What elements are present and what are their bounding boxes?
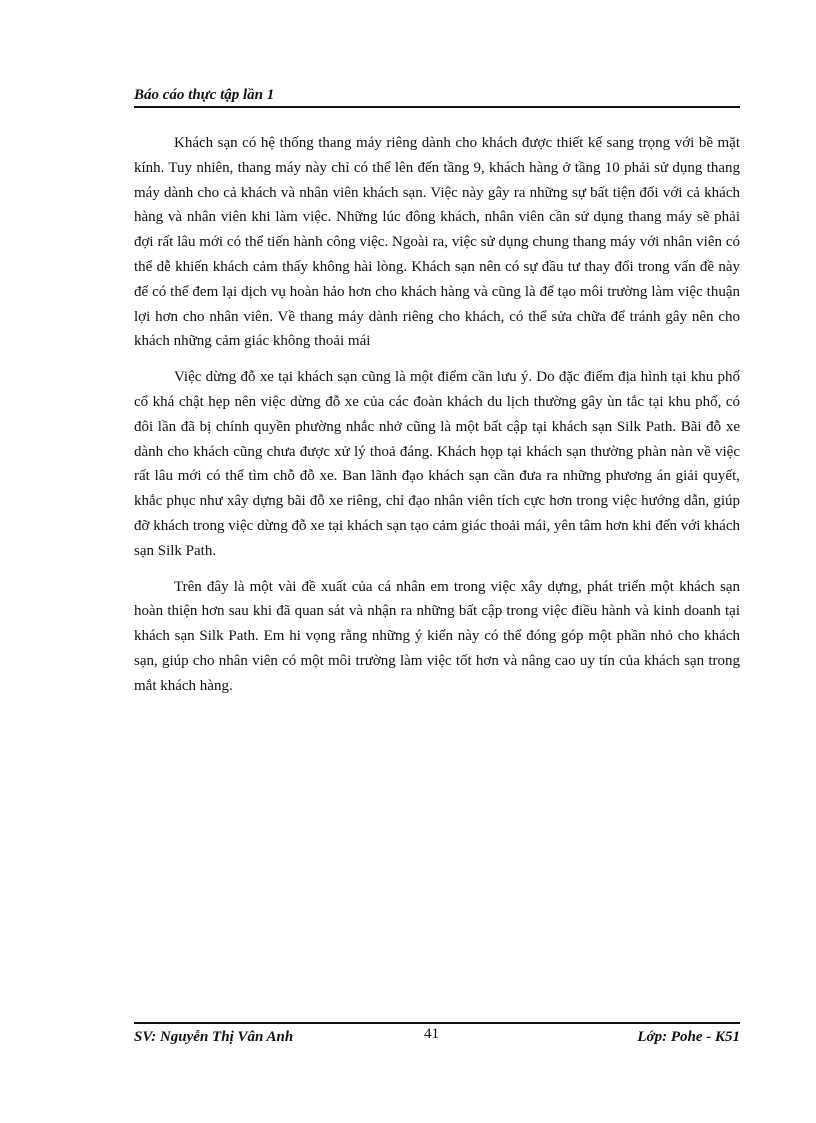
paragraph-elevator: Khách sạn có hệ thống thang máy riêng dành cho khách được thiết kế sang trọng với bề mặt kính. Tuy nhiên, thang máy này chỉ có thể lên đến tầng 9, khách hàng ở tầng 10 phải sử dụng thang máy dành cho cả khách và nhân viên khách sạn. Việc này gây ra những sự bất tiện đối với cả khách hàng và nhân viên khi làm việc. Những lúc đông khách, nhân viên cần sử dụng thang máy sẽ phải đợi rất lâu mới có thể tiến hành công việc. Ngoài ra, việc sử dụng chung thang máy với nhân viên có thể dễ khiến khách cảm thấy không hài lòng. Khách sạn nên có sự đầu tư thay đổi trong vấn đề này để có thể đem lại dịch vụ hoàn hảo hơn cho khách hàng và cũng là để tạo môi trường làm việc thuận lợi hơn cho nhân viên. Về thang máy dành riêng cho khách, có thể sửa chữa để tránh gây nên cho khách những cảm giác không thoải mái — [134, 135, 740, 350]
paragraph-conclusion: Trên đây là một vài đề xuất của cá nhân em trong việc xây dựng, phát triển một khách sạn hoàn thiện hơn sau khi đã quan sát và nhận ra những bất cập trong việc điều hành và kinh doanh tại khách sạn Silk Path. Em hi vọng rằng những ý kiến này có thể đóng góp một phần nhỏ cho khách sạn, giúp cho nhân viên có một môi trường làm việc tốt hơn và nâng cao uy tín của khách sạn trong mắt khách hàng. — [134, 578, 740, 694]
paragraph-parking: Việc dừng đỗ xe tại khách sạn cũng là một điểm cần lưu ý. Do đặc điểm địa hình tại khu phố cổ khá chật hẹp nên việc dừng đỗ xe của các đoàn khách du lịch thường gây ùn tắc tại khu phố, có đôi lần đã bị chính quyền phường nhắc nhở cũng là một bất cập tại khách sạn Silk Path. Bãi đỗ xe dành cho khách cũng chưa được xử lý thoả đáng. Khách họp tại khách sạn thường phàn nàn về việc rất lâu mới có thể tìm chỗ đỗ xe. Ban lãnh đạo khách sạn cần đưa ra những phương án giải quyết, khắc phục như xây dựng bãi đỗ xe riêng, chỉ đạo nhân viên tích cực hơn trong việc hướng dẫn, giúp đỡ khách trong việc dừng đỗ xe tại khách sạn tạo cảm giác thoải mái, yên tâm hơn khi đến với khách sạn Silk Path. — [134, 369, 740, 559]
page-header — [134, 84, 740, 108]
footer-divider — [134, 1022, 740, 1024]
page-footer — [134, 1022, 740, 1052]
student-name: SV: Nguyễn Thị Vân Anh — [134, 1029, 294, 1045]
report-title: Báo cáo thực tập lần 1 — [134, 87, 275, 103]
class-label: Lớp: Pohe - K51 — [637, 1029, 740, 1045]
page-number: 41 — [424, 1026, 439, 1042]
document-body — [134, 131, 740, 710]
